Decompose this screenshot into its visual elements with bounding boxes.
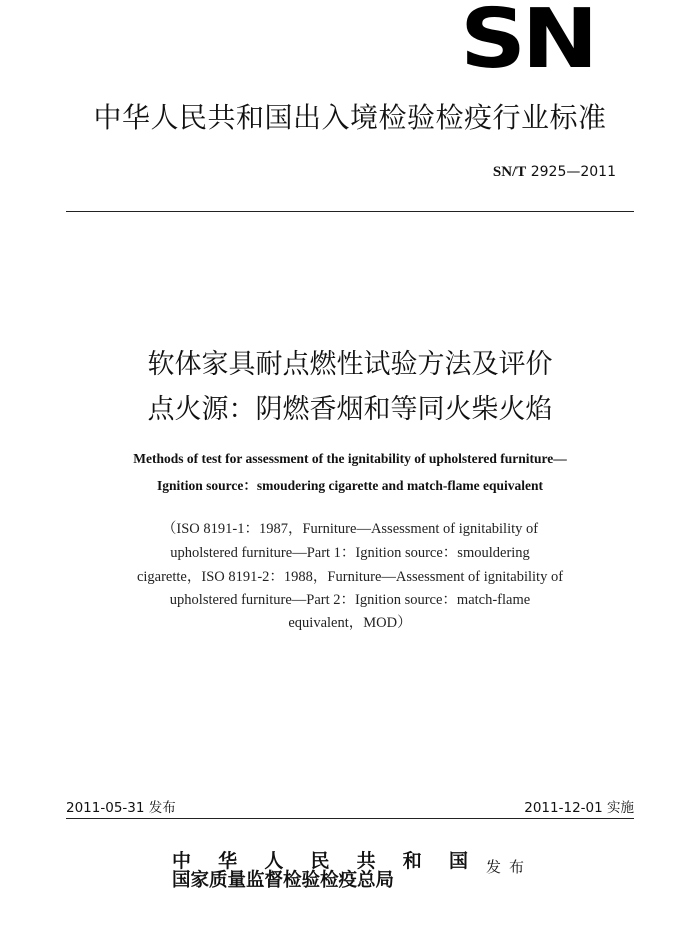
publisher-agency: 国家质量监督检验检疫总局 bbox=[172, 870, 395, 891]
iso-reference-line-1: （ISO 8191-1：1987，Furniture—Assessment of ignitability of bbox=[161, 521, 539, 537]
publisher-country-char: 华 bbox=[218, 850, 238, 872]
english-title-line-2: Ignition source：smoudering cigarette and match-flame equivalent bbox=[156, 478, 544, 493]
standard-number bbox=[493, 164, 616, 181]
publisher-country-char: 国 bbox=[448, 850, 468, 872]
iso-reference-line-5: equivalent，MOD） bbox=[288, 615, 412, 631]
publisher-country-char: 民 bbox=[310, 850, 330, 872]
standard-number-value: 2925—2011 bbox=[530, 164, 616, 180]
sn-logo: SN bbox=[459, 0, 595, 87]
iso-reference-line-3: cigarette，ISO 8191-2：1988，Furniture—Assessment of ignitability of bbox=[136, 569, 564, 585]
chinese-title-line-1: 软体家具耐点燃性试验方法及评价 bbox=[147, 349, 553, 380]
issue-date: 2011-05-31 发布 bbox=[66, 800, 176, 816]
iso-reference-line-2: upholstered furniture—Part 1：Ignition source：smouldering bbox=[170, 545, 530, 561]
implementation-date: 2011-12-01 实施 bbox=[524, 800, 634, 816]
top-divider bbox=[66, 211, 634, 212]
bottom-divider bbox=[66, 818, 634, 819]
publisher-country-char: 中 bbox=[172, 850, 192, 872]
iso-reference-line-4: upholstered furniture—Part 2：Ignition source：match-flame bbox=[169, 592, 531, 608]
publisher-country-char: 和 bbox=[402, 850, 422, 872]
chinese-title-line-2: 点火源：阴燃香烟和等同火柴火焰 bbox=[147, 394, 553, 425]
publisher-country-char: 共 bbox=[356, 850, 376, 872]
standard-number-prefix: SN/T bbox=[492, 164, 527, 180]
issuing-body-title: 中华人民共和国出入境检验检疫行业标准 bbox=[93, 101, 607, 134]
publisher-action: 发布 bbox=[486, 858, 533, 876]
english-title-line-1: Methods of test for assessment of the ignitability of upholstered furniture— bbox=[133, 451, 567, 466]
publisher-country-char: 人 bbox=[264, 850, 284, 872]
